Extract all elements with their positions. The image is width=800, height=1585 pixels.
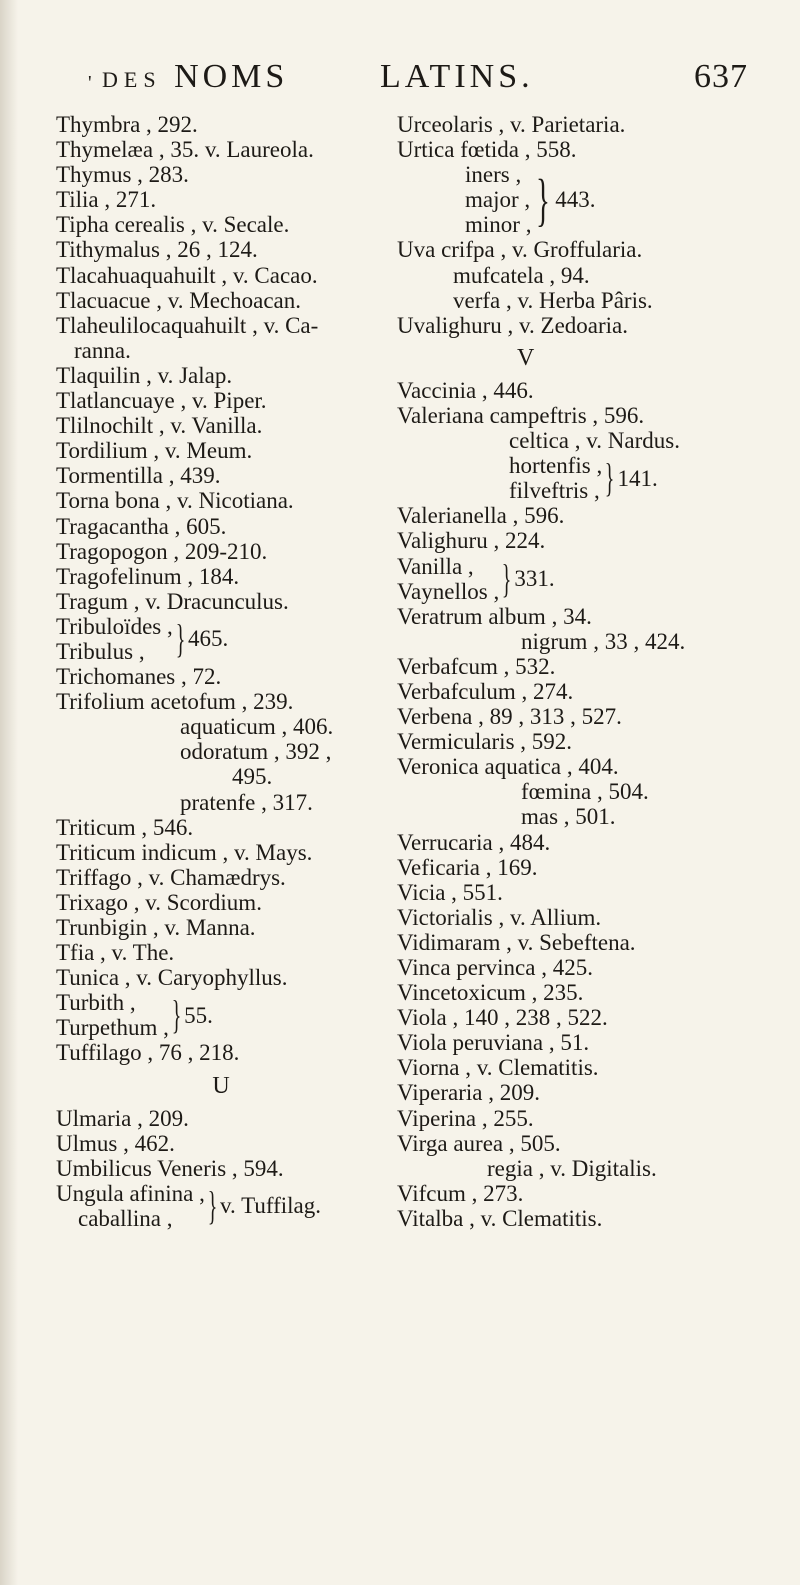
brace-names (56, 614, 173, 664)
index-subentry: aquaticum , 406. (180, 714, 334, 740)
header-left-words (102, 58, 288, 96)
index-entry: Turpethum , (56, 1015, 169, 1041)
right-column (397, 112, 777, 1231)
brace-symbol: } (502, 555, 512, 601)
brace-symbol: } (207, 1182, 218, 1228)
index-entry: Triticum , 546. (56, 814, 194, 840)
index-entry: Tlacahuaquahuilt , v. Cacao. (56, 262, 318, 288)
brace-symbol: } (171, 992, 182, 1038)
index-entry: Tlatlancuaye , v. Piper. (56, 388, 267, 414)
index-entry: Viola , 140 , 238 , 522. (397, 1005, 608, 1031)
brace-names (465, 162, 531, 237)
index-subentry: hortenfis , (509, 453, 603, 479)
brace-target: 141. (617, 465, 658, 491)
brace-target: 443. (555, 187, 596, 213)
index-entry: Uvalighuru , v. Zedoaria. (397, 312, 628, 338)
page-number: 637 (694, 58, 748, 95)
index-entry: Viperaria , 209. (397, 1080, 540, 1106)
index-entry: Victorialis , v. Allium. (397, 904, 602, 930)
index-entry: Tipha cerealis , v. Secale. (56, 212, 290, 238)
index-entry: Verbafculum , 274. (397, 678, 574, 704)
brace-group-turbith (56, 990, 386, 1040)
brace-group-ungula (56, 1181, 386, 1231)
index-entry: Virga aurea , 505. (397, 1130, 561, 1156)
index-subentry: odoratum , 392 , (180, 739, 332, 765)
index-entry: Tithymalus , 26 , 124. (56, 237, 258, 263)
index-entry: Valeriana campeftris , 596. (397, 402, 645, 428)
index-subentry: nigrum , 33 , 424. (521, 628, 686, 654)
index-entry: Urtica fœtida , 558. (397, 137, 577, 163)
index-entry: Vidimaram , v. Sebeftena. (397, 929, 636, 955)
left-column (56, 112, 386, 1231)
index-entry: Uva crifpa , v. Groffularia. (397, 237, 643, 263)
index-entry: Ulmus , 462. (56, 1130, 175, 1156)
index-subentry: minor , (465, 212, 532, 238)
index-entry: Veficaria , 169. (397, 854, 538, 880)
index-entry: Vermicularis , 592. (397, 729, 573, 755)
index-subentry: regia , v. Digitalis. (487, 1155, 657, 1181)
index-entry: Trunbigin , v. Manna. (56, 915, 256, 940)
brace-target: v. Tuffilag. (220, 1193, 322, 1219)
index-entry: Tlaheulilocaquahuilt , v. Ca- (56, 312, 319, 338)
page-gutter-shadow (0, 0, 18, 1585)
index-entry: Urceolaris , v. Parietaria. (397, 112, 626, 137)
index-entry: Vitalba , v. Clematitis. (397, 1205, 603, 1231)
index-subentry-continuation: 495. (232, 764, 273, 790)
index-subentry: celtica , v. Nardus. (509, 428, 680, 454)
section-letter-v: V (517, 344, 535, 371)
index-entry: Triffago , v. Chamædrys. (56, 864, 286, 890)
brace-names (509, 453, 602, 503)
index-subentry: caballina , (78, 1205, 173, 1231)
brace-names (397, 554, 499, 604)
index-entry: Ungula afinina , (56, 1180, 205, 1206)
header-ornament: ' (88, 72, 96, 94)
index-entry: Viola peruviana , 51. (397, 1030, 590, 1056)
index-entry: Tormentilla , 439. (56, 463, 221, 489)
brace-group-tribulus (56, 614, 386, 664)
index-subentry: iners , (465, 162, 522, 188)
brace-group-urtica (397, 162, 777, 237)
index-subentry: filveftris , (509, 478, 600, 504)
index-entry: Verrucaria , 484. (397, 829, 551, 855)
brace-target: 331. (514, 566, 555, 592)
index-entry: Trichomanes , 72. (56, 664, 222, 690)
index-entry: Vinca pervinca , 425. (397, 955, 593, 980)
index-entry: Tragofelinum , 184. (56, 563, 240, 589)
index-entry: Thymbra , 292. (56, 112, 198, 137)
index-entry: Verbafcum , 532. (397, 653, 556, 679)
index-entry: Vaynellos , (397, 578, 500, 604)
index-entry: Tragum , v. Dracunculus. (56, 588, 289, 614)
index-entry: Tlacuacue , v. Mechoacan. (56, 287, 301, 313)
header-word-des: DES (102, 67, 162, 92)
header-word-noms: NOMS (174, 58, 289, 95)
index-entry: Umbilicus Veneris , 594. (56, 1155, 284, 1181)
index-subentry: verfa , v. Herba Pâris. (453, 287, 653, 313)
index-entry: Tunica , v. Caryophyllus. (56, 965, 288, 991)
index-entry: Turbith , (56, 990, 136, 1016)
brace-symbol: } (536, 166, 551, 232)
index-entry: Tlilnochilt , v. Vanilla. (56, 413, 263, 439)
running-header (88, 58, 748, 108)
index-entry: Tribuloïdes , (56, 613, 173, 639)
index-entry: Thymus , 283. (56, 162, 189, 188)
brace-target: 465. (187, 626, 229, 652)
index-entry: Tlaquilin , v. Jalap. (56, 362, 233, 388)
brace-names (56, 1181, 205, 1231)
index-subentry: major , (465, 187, 531, 213)
index-subentry: mas , 501. (521, 804, 616, 830)
index-entry: Vincetoxicum , 235. (397, 980, 584, 1006)
brace-names (56, 990, 169, 1040)
index-entry: Thymelæa , 35. v. Laureola. (56, 137, 314, 163)
index-entry: Tordilium , v. Meum. (56, 438, 253, 464)
index-entry: Valighuru , 224. (397, 528, 546, 554)
index-entry: Tilia , 271. (56, 187, 157, 213)
index-entry: Tragacantha , 605. (56, 513, 227, 539)
index-entry: Trifolium acetofum , 239. (56, 689, 294, 715)
index-entry: Veratrum album , 34. (397, 603, 592, 629)
brace-target: 55. (184, 1002, 213, 1028)
index-entry: Verbena , 89 , 313 , 527. (397, 704, 622, 730)
index-subentry: fœmina , 504. (521, 779, 649, 805)
index-subentry: mufcatela , 94. (453, 262, 590, 288)
index-entry: Torna bona , v. Nicotiana. (56, 488, 294, 514)
brace-group-vanilla (397, 554, 777, 604)
section-letter-u: U (212, 1072, 230, 1099)
index-subentry: pratenfe , 317. (180, 789, 313, 815)
header-right-word: LATINS. (380, 58, 534, 95)
index-entry: Triticum indicum , v. Mays. (56, 839, 313, 865)
index-entry: Tragopogon , 209-210. (56, 538, 268, 564)
brace-symbol: } (175, 615, 186, 661)
index-entry: Ulmaria , 209. (56, 1105, 189, 1131)
index-entry-continuation: ranna. (74, 337, 131, 363)
index-entry: Vicia , 551. (397, 879, 503, 905)
index-entry: Viperina , 255. (397, 1105, 534, 1131)
index-entry: Tribulus , (56, 638, 145, 664)
index-entry: Tuffilago , 76 , 218. (56, 1040, 240, 1066)
index-entry: Vanilla , (397, 553, 474, 579)
index-entry: Vaccinia , 446. (397, 377, 534, 403)
index-entry: Trixago , v. Scordium. (56, 889, 262, 915)
index-entry: Veronica aquatica , 404. (397, 754, 619, 780)
index-entry: Tfia , v. The. (56, 940, 175, 966)
index-entry: Viorna , v. Clematitis. (397, 1055, 599, 1081)
brace-symbol: } (605, 455, 615, 501)
brace-group-valeriana (397, 453, 777, 503)
index-entry: Vifcum , 273. (397, 1180, 524, 1206)
index-entry: Valerianella , 596. (397, 503, 565, 529)
